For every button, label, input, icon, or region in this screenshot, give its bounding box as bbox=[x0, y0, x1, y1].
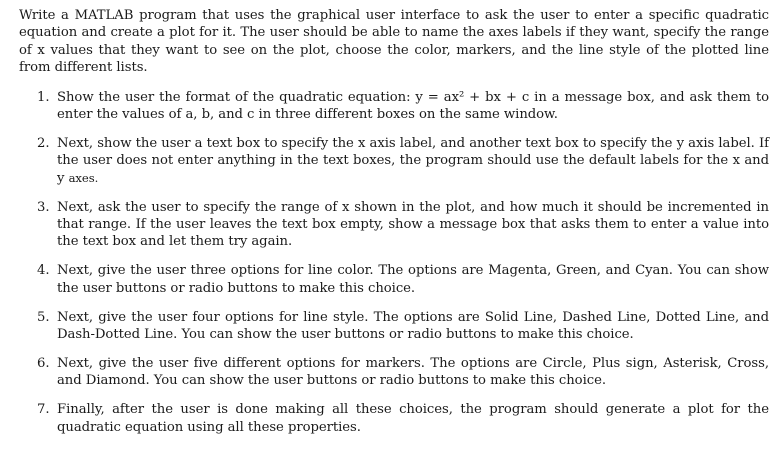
item-number: 7. bbox=[37, 402, 50, 418]
item-text: Next, give the user three options for line color. The options are Magenta, Green, and Cyan. You can show the user buttons or radio buttons to make this choice. bbox=[57, 263, 769, 296]
list-item-4 bbox=[19, 262, 769, 297]
list-item-3 bbox=[19, 199, 769, 251]
item-number: 3. bbox=[37, 199, 50, 215]
intro-paragraph: Write a MATLAB program that uses the graphical user interface to ask the user to enter a specific quadratic equation and create a plot for it. The user should be able to name the axes labels if they want, specify the range of x values that they want to see on the plot, choose the color, markers, and the line style of the plotted line from different lists. bbox=[19, 8, 769, 76]
item-text: Next, give the user four options for line style. The options are Solid Line, Dashed Line, Dotted Line, and Dash-Dotted Line. You can show the user buttons or radio buttons to make this choice. bbox=[57, 309, 769, 343]
item-text: Next, ask the user to specify the range of x shown in the plot, and how much it should be incremented in that range. If the user leaves the text box empty, show a message box that asks them to enter a value into the text box and let them try again. bbox=[57, 199, 769, 250]
item-text: Show the user the format of the quadratic equation: y = ax² + bx + c in a message box, and ask them to enter the values of a, b, and c in three different boxes on the same window. bbox=[57, 89, 769, 123]
list-item-7 bbox=[19, 401, 769, 436]
list-item-6 bbox=[19, 355, 769, 390]
item-text: Finally, after the user is done making all these choices, the program should generate a plot for the quadratic equation using all these properties. bbox=[57, 402, 769, 435]
list-item-5 bbox=[19, 309, 769, 344]
item-number: 6. bbox=[37, 356, 50, 371]
list-item-2 bbox=[19, 135, 769, 187]
item-text: Next, show the user a text box to specify the x axis label, and another text box to specify the y axis label. If the user does not enter anything in the text boxes, the program should use the default labels for the x and y bbox=[57, 135, 769, 186]
list-item-1 bbox=[19, 89, 769, 124]
item-number: 1. bbox=[37, 89, 50, 105]
item-number: 5. bbox=[37, 309, 50, 325]
item-number: 4. bbox=[37, 263, 50, 279]
item-number: 2. bbox=[37, 135, 50, 151]
requirements-list bbox=[19, 89, 769, 437]
item-text: Next, give the user five different options for markers. The options are Circle, Plus sign, Asterisk, Cross, and Diamond. You can show the user buttons or radio buttons to make this choice. bbox=[57, 356, 769, 389]
item-text-continuation: axes. bbox=[68, 170, 99, 185]
